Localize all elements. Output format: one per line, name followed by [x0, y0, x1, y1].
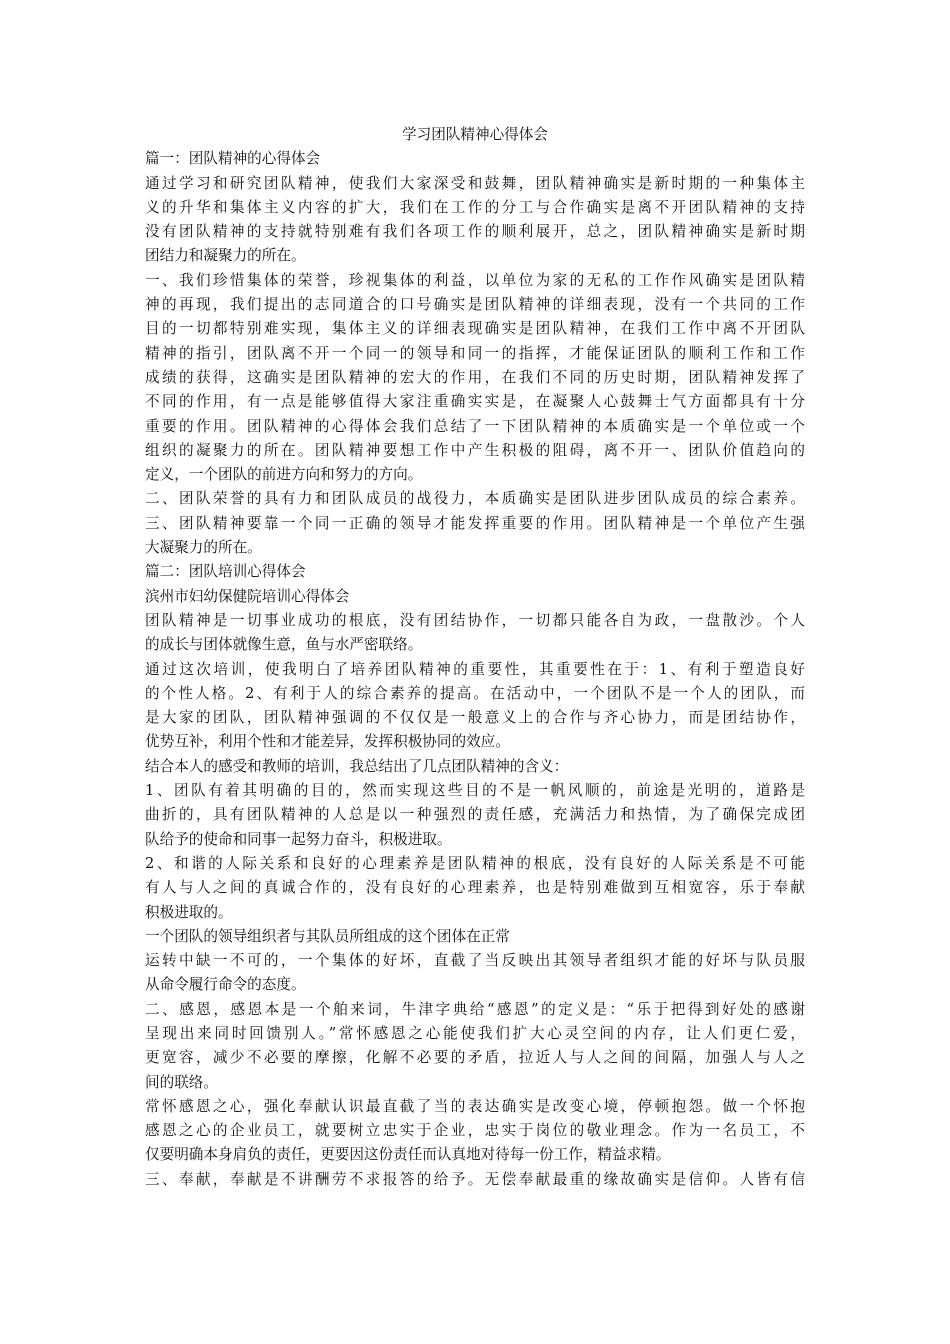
body-line: 精神的指引，团队离不开一个同一的领导和同一的指挥，才能保证团队的顺利工作和工作 [145, 344, 805, 362]
body-line: 仅要明确本身肩负的责任，更要因这份责任而认真地对待每一份工作，精益求精。 [145, 1146, 671, 1164]
body-line: 运转中缺一不可的，一个集体的好坏，直截了当反映出其领导者组织才能的好坏与队员服 [145, 952, 805, 970]
body-line: 1、团队有着其明确的目的，然而实现这些目的不是一帆风顺的，前途是光明的，道路是 [145, 782, 805, 800]
body-line: 没有团队精神的支持就特别难有我们各项工作的顺利展开，总之，团队精神确实是新时期 [145, 223, 805, 241]
body-line: 从命令履行命令的态度。 [145, 976, 306, 994]
body-line: 重要的作用。团队精神的心得体会我们总结了一下团队精神的本质确实是一个单位或一个 [145, 417, 805, 435]
body-line: 一个团队的领导组织者与其队员所组成的这个团体在正常 [145, 927, 510, 945]
body-line: 呈现出来同时回馈别人。”常怀感恩之心能使我们扩大心灵空间的内存，让人们更仁爱， [145, 1024, 805, 1042]
body-line: 通过学习和研究团队精神，使我们大家深受和鼓舞，团队精神确实是新时期的一种集体主 [145, 174, 805, 192]
body-line: 一、我们珍惜集体的荣誉，珍视集体的利益，以单位为家的无私的工作作风确实是团队精 [145, 271, 805, 289]
body-line: 滨州市妇幼保健院培训心得体会 [145, 587, 350, 605]
body-line: 定义，一个团队的前进方向和努力的方向。 [145, 466, 423, 484]
body-line: 二、感恩，感恩本是一个舶来词，牛津字典给“感恩”的定义是：“乐于把得到好处的感谢 [145, 1000, 805, 1018]
body-line: 感恩之心的企业员工，就要树立忠实于企业，忠实于岗位的敬业理念。作为一名员工，不 [145, 1122, 805, 1140]
body-line: 篇二：团队培训心得体会 [145, 563, 306, 581]
body-line: 神的再现，我们提出的志同道合的口号确实是团队精神的详细表现，没有一个共同的工作 [145, 296, 805, 314]
body-line: 优势互补，利用个性和才能差异，发挥积极协同的效应。 [145, 733, 510, 751]
body-line: 大凝聚力的所在。 [145, 539, 262, 557]
body-line: 团结力和凝聚力的所在。 [145, 247, 306, 265]
body-line: 的成长与团体就像生意，鱼与水严密联络。 [145, 636, 423, 654]
body-line: 篇一：团队精神的心得体会 [145, 150, 321, 168]
document-title: 学习团队精神心得体会 [402, 126, 548, 143]
body-line: 目的一切都特别难实现，集体主义的详细表现确实是团队精神，在我们工作中离不开团队 [145, 320, 805, 338]
body-line: 有人与人之间的真诚合作的，没有良好的心理素养，也是特别难做到互相宽容，乐于奉献 [145, 879, 805, 897]
body-line: 三、奉献，奉献是不讲酬劳不求报答的给予。无偿奉献最重的缘故确实是信仰。人皆有信 [145, 1170, 805, 1188]
body-line: 更宽容，减少不必要的摩擦，化解不必要的矛盾，拉近人与人之间的间隔，加强人与人之 [145, 1049, 805, 1067]
body-line: 常怀感恩之心，强化奉献认识最直截了当的表达确实是改变心境，停顿抱怨。做一个怀抱 [145, 1097, 805, 1115]
body-line: 团队精神是一切事业成功的根底，没有团结协作，一切都只能各自为政，一盘散沙。个人 [145, 611, 805, 629]
body-line: 义的升华和集体主义内容的扩大，我们在工作的分工与合作确实是离不开团队精神的支持 [145, 198, 805, 216]
body-line: 成绩的获得，这确实是团队精神的宏大的作用，在我们不同的历史时期，团队精神发挥了 [145, 368, 805, 386]
body-line: 组织的凝聚力的所在。团队精神要想工作中产生积极的阻碍，离不开一、团队价值趋向的 [145, 441, 805, 459]
body-line: 不同的作用，有一点是能够值得大家注重确实实是，在凝聚人心鼓舞士气方面都具有十分 [145, 393, 805, 411]
body-line: 三、团队精神要靠一个同一正确的领导才能发挥重要的作用。团队精神是一个单位产生强 [145, 514, 805, 532]
body-line: 结合本人的感受和教师的培训，我总结出了几点团队精神的含义： [145, 757, 569, 775]
body-line: 通过这次培训，使我明白了培养团队精神的重要性，其重要性在于：1、有利于塑造良好 [145, 660, 805, 678]
document-page [145, 123, 805, 1192]
body-line: 二、团队荣誉的具有力和团队成员的战役力，本质确实是团队进步团队成员的综合素养。 [145, 490, 805, 508]
body-line: 是大家的团队，团队精神强调的不仅仅是一般意义上的合作与齐心协力，而是团结协作， [145, 709, 805, 727]
body-line: 队给予的使命和同事一起努力奋斗，积极进取。 [145, 830, 452, 848]
body-line: 2、和谐的人际关系和良好的心理素养是团队精神的根底，没有良好的人际关系是不可能 [145, 854, 805, 872]
document-body [145, 147, 805, 1192]
body-line: 间的联络。 [145, 1073, 218, 1091]
body-line: 曲折的，具有团队精神的人总是以一种强烈的责任感，充满活力和热情，为了确保完成团 [145, 806, 805, 824]
body-line: 的个性人格。2、有利于人的综合素养的提高。在活动中，一个团队不是一个人的团队，而 [145, 684, 805, 702]
body-line: 积极进取的。 [145, 903, 233, 921]
